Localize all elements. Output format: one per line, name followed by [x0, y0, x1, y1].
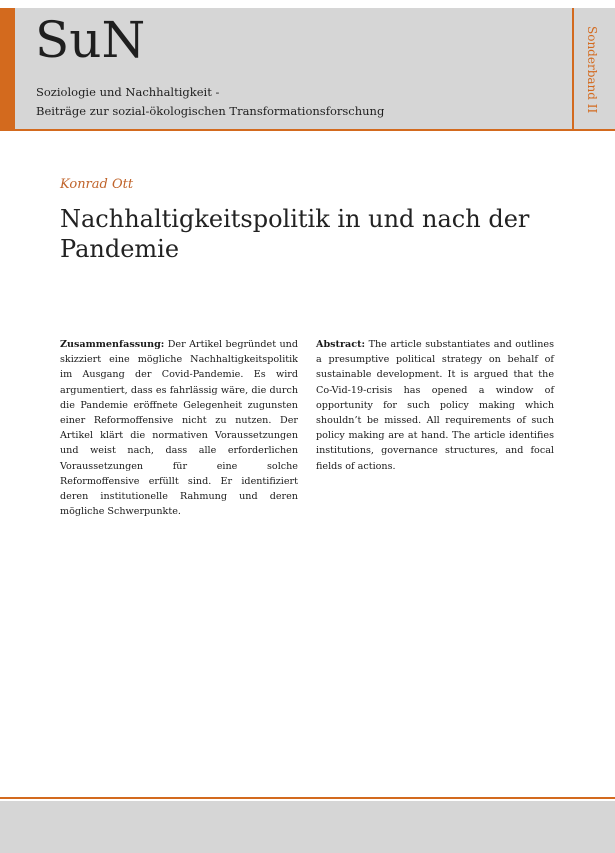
footer-divider [0, 797, 615, 799]
abstract-english [316, 337, 554, 474]
footer-band [0, 801, 615, 853]
abstract-german-text: Der Artikel begründet und skizziert eine mögliche Nachhaltigkeitspolitik im Ausgang der Covid-Pandemie. Es wird argumentiert, dass es fahrlässig wäre, die durch die Pandemie eröffnete Gelegenheit zugunsten einer Reformoffensive nicht zu nutzen. Der Artikel klärt die normativen Voraussetzungen und weist nach, dass alle erforderlichen Voraussetzungen für eine solche Reformoffensive erfüllt sind. Er identifiziert deren institutionelle Rahmung und deren mögliche Schwerpunkte. [60, 339, 298, 518]
article-title: Nachhaltigkeitspolitik in und nach der Pandemie [60, 205, 530, 263]
journal-logo: SuN [35, 11, 146, 69]
abstract-german [60, 337, 298, 519]
abstract-english-text: The article substantiates and outlines a presumptive political strategy on behalf of sustainable development. It is argued that the Co-Vid-19-crisis has opened a window of opportunity for such policy making which shouldn’t be missed. All requirements of such policy making are at hand. The article identifies institutions, governance structures, and focal fields of actions. [316, 339, 554, 472]
abstract-english-label: Abstract: [316, 339, 366, 350]
volume-divider [572, 8, 574, 129]
journal-subtitle: Beiträge zur sozial-ökologischen Transformationsforschung [36, 104, 385, 118]
abstract-german-label: Zusammenfassung: [60, 339, 165, 350]
header-divider [0, 129, 615, 131]
volume-label: Sonderband II [585, 26, 599, 114]
header-accent-bar [0, 8, 15, 129]
journal-name: Soziologie und Nachhaltigkeit - [36, 85, 220, 99]
author-name: Konrad Ott [60, 177, 134, 192]
